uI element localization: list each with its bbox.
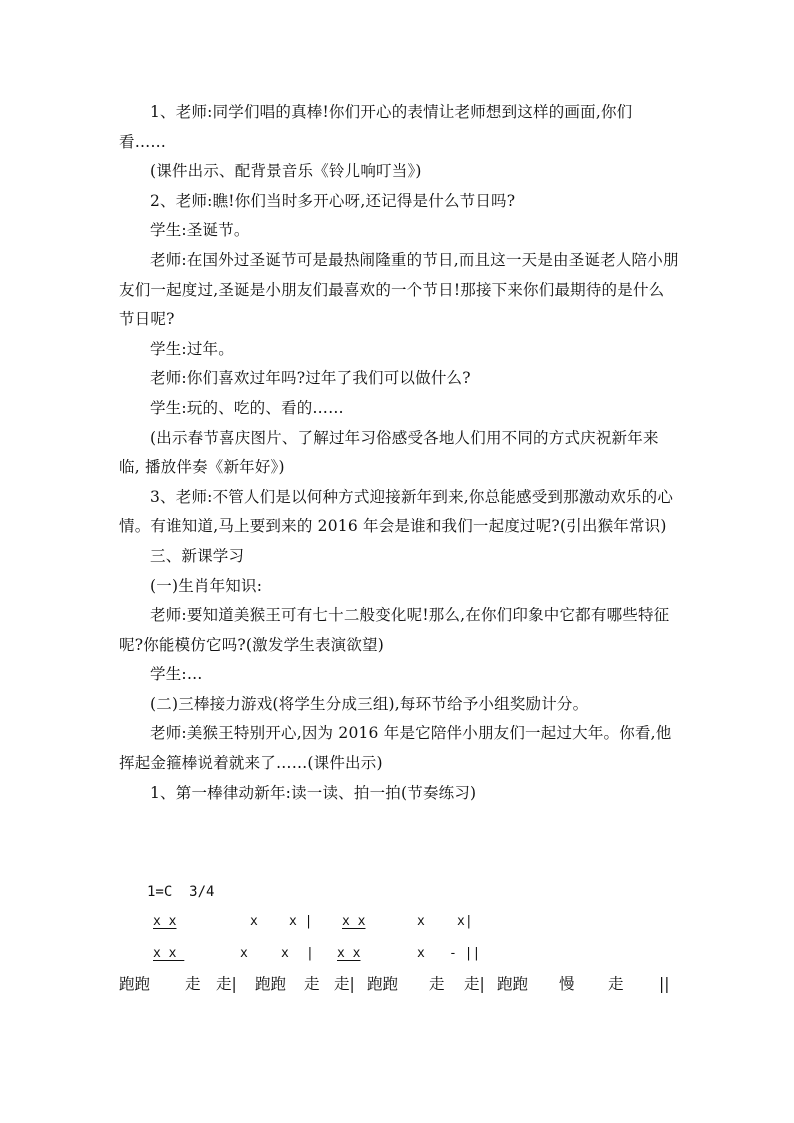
paragraph-student-ellipsis: 学生:… [150, 665, 203, 684]
paragraph-teacher-1: 1、老师:同学们唱的真棒!你们开心的表情让老师想到这样的画面,你们看…… [119, 103, 633, 151]
paragraph-student-newyear: 学生:过年。 [150, 339, 234, 358]
rhythm-note: x x [153, 946, 185, 961]
rhythm-note: x [240, 946, 248, 961]
rhythm-note: x x [342, 914, 366, 929]
rhythm-note: x [417, 946, 425, 961]
key-signature: 1=C 3/4 [147, 884, 215, 900]
paragraph-courseware-note: (课件出示、配背景音乐《铃儿响叮当》) [150, 162, 422, 181]
lyric: 走 [429, 975, 445, 993]
rhythm-note: x x [153, 914, 177, 929]
paragraph-student-christmas: 学生:圣诞节。 [150, 221, 250, 240]
rhythm-note: - || [449, 946, 481, 961]
paragraph-teacher-newyear: 老师:你们喜欢过年吗?过年了我们可以做什么? [150, 369, 471, 388]
subheading-zodiac-knowledge: (一)生肖年知识: [150, 576, 263, 595]
rhythm-note: x [417, 914, 425, 929]
paragraph-teacher-2: 2、老师:瞧!你们当时多开心呀,还记得是什么节日吗? [150, 191, 516, 210]
document-body [119, 98, 679, 808]
lyric: 跑跑 [255, 975, 287, 993]
paragraph-teacher-monkey-king: 老师:要知道美猴王可有七十二般变化呢!那么,在你们印象中它都有哪些特征呢?你能模仿它吗?(激发学生表演欲望) [119, 606, 670, 654]
lyric: || [659, 975, 670, 993]
lyric: 走| [464, 975, 485, 993]
section-heading-new-lesson: 三、新课学习 [150, 546, 245, 565]
lyric: 跑跑 [497, 975, 529, 993]
rhythm-note: x [281, 946, 289, 961]
rhythm-note: x| [457, 914, 473, 929]
subheading-relay-game: (二)三棒接力游戏(将学生分成三组),每环节给予小组奖励计分。 [150, 694, 589, 713]
paragraph-first-relay: 1、第一棒律动新年:读一读、拍一拍(节奏练习) [150, 783, 477, 802]
lyric: 走 [304, 975, 320, 993]
lyric: 慢 [559, 975, 575, 993]
paragraph-spring-festival-note: (出示春节喜庆图片、了解过年习俗感受各地人们用不同的方式庆祝新年来临, 播放伴奏《新年好》) [119, 428, 659, 477]
lyric: 走| [216, 975, 237, 993]
lyric: 跑跑 [367, 975, 399, 993]
lyric: 走| [334, 975, 355, 993]
paragraph-teacher-3: 3、老师:不管人们是以何种方式迎接新年到来,你总能感受到那激动欢乐的心情。有谁知道,马上要到来的 2016 年会是谁和我们一起度过呢?(引出猴年常识) [119, 487, 674, 536]
paragraph-teacher-christmas: 老师:在国外过圣诞节可是最热闹隆重的节日,而且这一天是由圣诞老人陪小朋友们一起度过,圣诞是小朋友们最喜欢的一个节日!那接下来你们最期待的是什么节日呢? [119, 250, 679, 329]
lyric: 走 [185, 975, 201, 993]
paragraph-student-activities: 学生:玩的、吃的、看的…… [150, 398, 344, 417]
rhythm-note: x [250, 914, 258, 929]
lyric: 跑跑 [119, 975, 151, 993]
rhythm-note: x x [337, 946, 361, 961]
rhythm-barline: | [306, 946, 314, 961]
paragraph-teacher-2016: 老师:美猴王特别开心,因为 2016 年是它陪伴小朋友们一起过大年。你看,他挥起金箍棒说着就来了……(课件出示) [119, 724, 672, 773]
lyric: 走 [608, 975, 624, 993]
rhythm-note: x | [289, 914, 313, 929]
